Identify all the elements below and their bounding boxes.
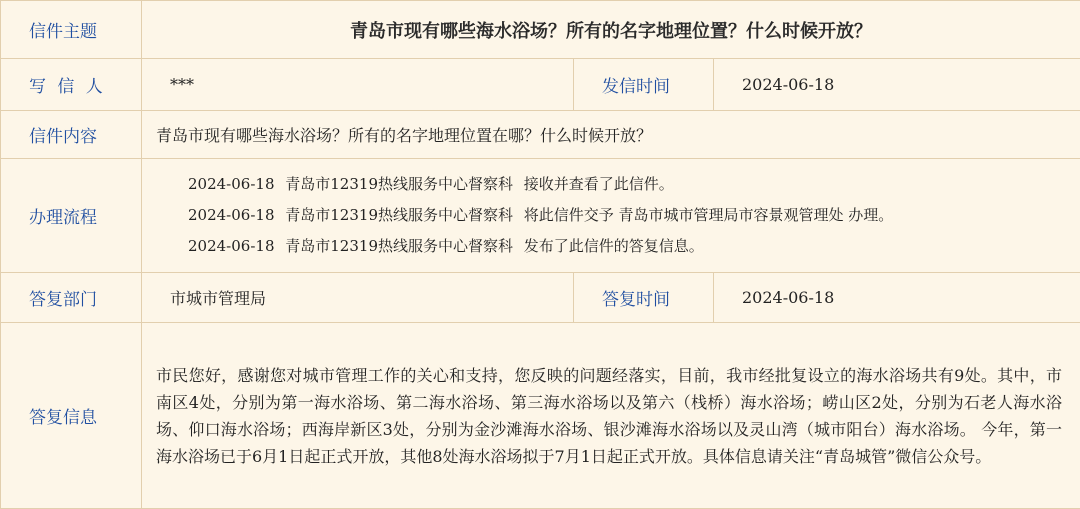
content-row (1, 111, 1080, 159)
process-step (188, 200, 1080, 231)
process-step-date: 2024-06-18 (188, 175, 274, 193)
process-row (1, 159, 1080, 273)
process-step (188, 169, 1080, 200)
process-step-org: 青岛市12319热线服务中心督察科 (285, 237, 513, 255)
letter-content: 青岛市现有哪些海水浴场？所有的名字地理位置在哪？什么时候开放？ (142, 111, 1080, 159)
process-step-action: 接收并查看了此信件。 (524, 175, 674, 193)
letter-subject: 青岛市现有哪些海水浴场？所有的名字地理位置？什么时候开放？ (142, 1, 1080, 59)
reply-time-label: 答复时间 (574, 273, 714, 323)
writer-row (1, 59, 1080, 111)
content-label: 信件内容 (1, 111, 142, 159)
subject-row (1, 1, 1080, 59)
process-step-date: 2024-06-18 (188, 206, 274, 224)
reply-info-row (1, 323, 1080, 509)
reply-info-label: 答复信息 (1, 323, 142, 509)
process-label: 办理流程 (1, 159, 142, 273)
reply-info-text: 市民您好，感谢您对城市管理工作的关心和支持，您反映的问题经落实，目前，我市经批复设立的海水浴场共有9处。其中，市南区4处，分别为第一海水浴场、第二海水浴场、第三海水浴场以及第六（栈桥）海水浴场；崂山区2处，分别为石老人海水浴场、仰口海水浴场；西海岸新区3处，分别为金沙滩海水浴场、银沙滩海水浴场以及灵山湾（城市阳台）海水浴场。 今年，第一海水浴场已于6月1日起正式开放，其他8处海水浴场拟于7月1日起正式开放。具体信息请关注“青岛城管”微信公众号。 (142, 323, 1080, 509)
reply-time-value: 2024-06-18 (714, 273, 1080, 323)
process-step-action: 发布了此信件的答复信息。 (524, 237, 704, 255)
reply-dept-row (1, 273, 1080, 323)
process-list (142, 159, 1080, 273)
subject-label: 信件主题 (1, 1, 142, 59)
reply-dept-label: 答复部门 (1, 273, 142, 323)
writer-label: 写 信 人 (1, 59, 142, 111)
process-step-action: 将此信件交予 青岛市城市管理局市容景观管理处 办理。 (524, 206, 894, 224)
send-time-label: 发信时间 (574, 59, 714, 111)
reply-dept-value: 市城市管理局 (142, 273, 574, 323)
process-step-org: 青岛市12319热线服务中心督察科 (285, 175, 513, 193)
writer-value: *** (142, 59, 574, 111)
process-step-org: 青岛市12319热线服务中心督察科 (285, 206, 513, 224)
send-time-value: 2024-06-18 (714, 59, 1080, 111)
process-step (188, 231, 1080, 262)
process-step-date: 2024-06-18 (188, 237, 274, 255)
